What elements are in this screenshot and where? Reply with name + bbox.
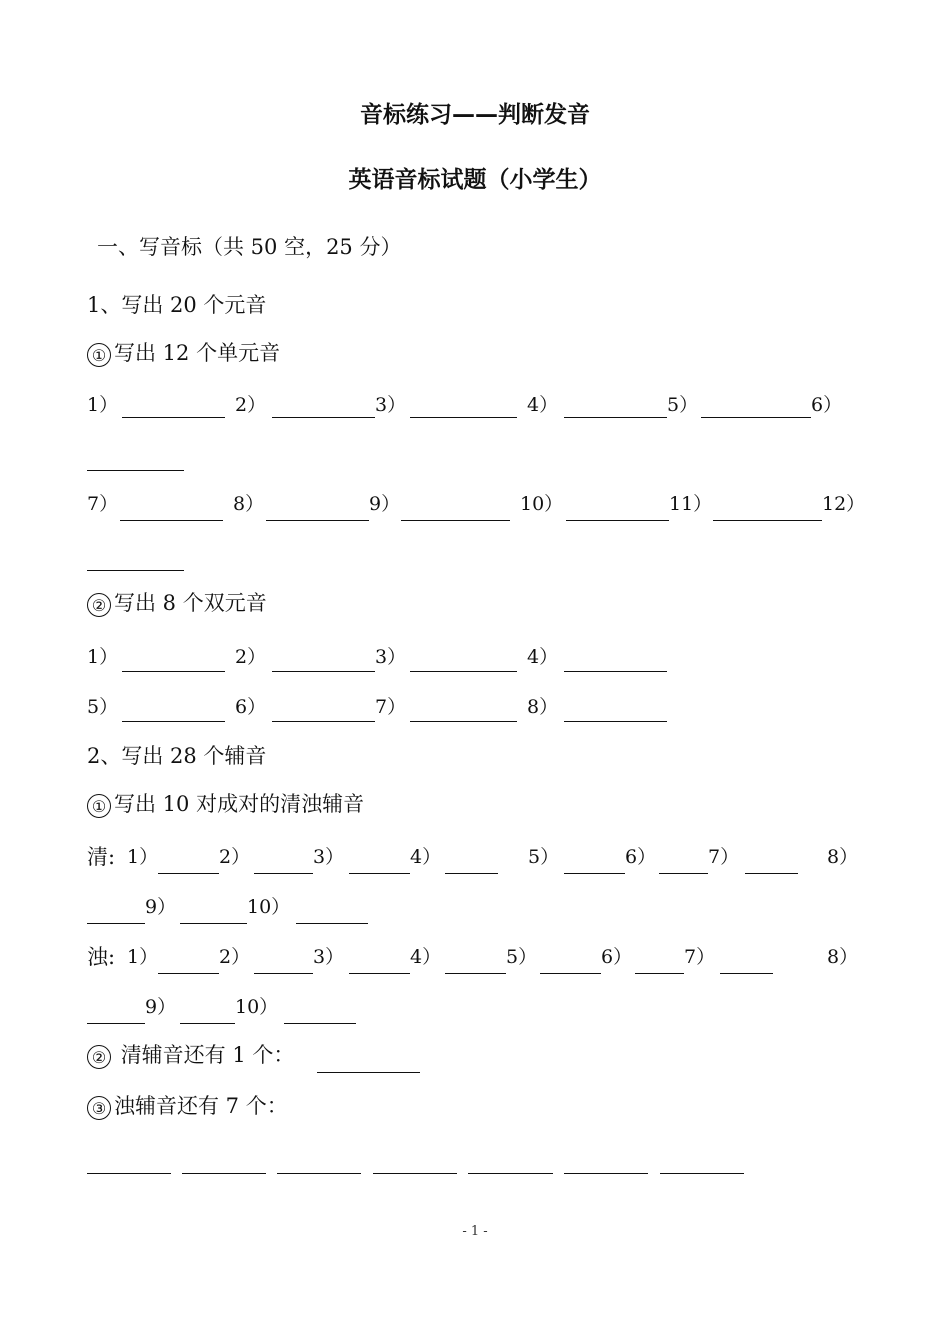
answer-blank[interactable] <box>659 873 708 874</box>
blank-label: 8） <box>827 846 859 868</box>
answer-blank[interactable] <box>410 417 517 418</box>
blank-label: 2） <box>235 646 267 668</box>
question-2-heading: 2、写出 28 个辅音 <box>87 744 267 768</box>
question-1b-heading <box>87 590 267 617</box>
diphthong-row-2 <box>87 694 887 720</box>
diphthong-row-1 <box>87 644 887 670</box>
answer-blank[interactable] <box>180 923 247 924</box>
blank-label: 7） <box>684 946 716 968</box>
answer-blank[interactable] <box>701 417 811 418</box>
answer-blank[interactable] <box>87 923 145 924</box>
answer-blank[interactable] <box>745 873 798 874</box>
blank-label: 3） <box>375 394 407 416</box>
answer-blank[interactable] <box>410 721 517 722</box>
answer-blank[interactable] <box>182 1173 266 1174</box>
answer-blank[interactable] <box>564 671 667 672</box>
question-2b-heading <box>87 1042 294 1069</box>
blank-label: 5） <box>667 394 699 416</box>
question-2c-text: 浊辅音还有 7 个： <box>114 1094 288 1118</box>
blank-label: 9） <box>145 996 177 1018</box>
blank-label: 6） <box>601 946 633 968</box>
answer-blank[interactable] <box>445 973 506 974</box>
blank-label: 3） <box>313 946 345 968</box>
voiced-row-1 <box>87 944 887 970</box>
blank-label: 2） <box>219 946 251 968</box>
question-1b-text: 写出 8 个双元音 <box>114 591 267 615</box>
answer-blank[interactable] <box>87 1173 171 1174</box>
blank-label: 6） <box>811 394 843 416</box>
answer-blank[interactable] <box>87 570 184 571</box>
blank-label: 1） <box>127 846 159 868</box>
vowel-row-2 <box>87 491 887 517</box>
blank-label: 8） <box>527 696 559 718</box>
blank-label: 10） <box>520 493 564 515</box>
blank-label: 6） <box>625 846 657 868</box>
blank-label: 4） <box>410 946 442 968</box>
circled-number: ① <box>87 794 111 818</box>
blank-label: 1） <box>127 946 159 968</box>
blank-label: 7） <box>708 846 740 868</box>
blank-label: 3） <box>313 846 345 868</box>
blank-label: 9） <box>145 896 177 918</box>
answer-blank[interactable] <box>272 721 375 722</box>
answer-blank[interactable] <box>122 417 225 418</box>
blank-label: 7） <box>375 696 407 718</box>
answer-blank[interactable] <box>87 470 184 471</box>
page-number: - 1 - <box>462 1224 488 1239</box>
page-title: 音标练习——判断发音 <box>360 102 590 128</box>
blank-label: 4） <box>410 846 442 868</box>
blank-label: 10） <box>235 996 279 1018</box>
answer-blank[interactable] <box>180 1023 235 1024</box>
blank-label: 8） <box>827 946 859 968</box>
question-2c-heading <box>87 1093 288 1120</box>
answer-blank[interactable] <box>566 520 669 521</box>
answer-blank[interactable] <box>713 520 822 521</box>
question-1a-text: 写出 12 个单元音 <box>114 341 281 365</box>
answer-blank[interactable] <box>122 721 225 722</box>
blank-label: 7） <box>87 493 119 515</box>
question-2a-heading <box>87 791 364 818</box>
answer-blank[interactable] <box>564 1173 648 1174</box>
blank-label: 2） <box>235 394 267 416</box>
page-subtitle: 英语音标试题（小学生） <box>348 167 602 193</box>
question-1-heading: 1、写出 20 个元音 <box>87 293 267 317</box>
answer-blank[interactable] <box>410 671 517 672</box>
blank-label: 2） <box>219 846 251 868</box>
blank-label: 3） <box>375 646 407 668</box>
answer-blank[interactable] <box>122 671 225 672</box>
answer-blank[interactable] <box>254 973 313 974</box>
circled-number: ③ <box>87 1096 111 1120</box>
question-1a-heading <box>87 340 280 367</box>
answer-blank[interactable] <box>660 1173 744 1174</box>
answer-blank[interactable] <box>468 1173 553 1174</box>
answer-blank[interactable] <box>284 1023 356 1024</box>
vowel-row-1 <box>87 392 887 418</box>
blank-label: 11） <box>669 493 713 515</box>
blank-label: 6） <box>235 696 267 718</box>
blank-label: 10） <box>247 896 291 918</box>
blank-label: 5） <box>506 946 538 968</box>
blank-label: 5） <box>528 846 560 868</box>
answer-blank[interactable] <box>540 973 601 974</box>
answer-blank[interactable] <box>277 1173 361 1174</box>
answer-blank[interactable] <box>317 1072 420 1073</box>
voiced-label: 浊: <box>87 945 116 969</box>
voiceless-row-1 <box>87 844 887 870</box>
answer-blank[interactable] <box>272 417 375 418</box>
question-2b-text: 清辅音还有 1 个： <box>120 1043 295 1067</box>
circled-number: ① <box>87 343 111 367</box>
circled-number: ② <box>87 1045 111 1069</box>
answer-blank[interactable] <box>445 873 498 874</box>
answer-blank[interactable] <box>87 1023 145 1024</box>
answer-blank[interactable] <box>349 973 410 974</box>
blank-label: 4） <box>527 646 559 668</box>
answer-blank[interactable] <box>373 1173 457 1174</box>
answer-blank[interactable] <box>296 923 368 924</box>
answer-blank[interactable] <box>564 721 667 722</box>
answer-blank[interactable] <box>635 973 684 974</box>
answer-blank[interactable] <box>564 873 625 874</box>
answer-blank[interactable] <box>266 520 369 521</box>
answer-blank[interactable] <box>349 873 410 874</box>
blank-label: 1） <box>87 394 119 416</box>
voiced-row-2 <box>87 994 887 1020</box>
answer-blank[interactable] <box>158 873 219 874</box>
blank-label: 8） <box>233 493 265 515</box>
answer-blank[interactable] <box>564 417 667 418</box>
blank-label: 12） <box>822 493 866 515</box>
answer-blank[interactable] <box>272 671 375 672</box>
answer-blank[interactable] <box>720 973 773 974</box>
blank-label: 1） <box>87 646 119 668</box>
blank-label: 9） <box>369 493 401 515</box>
voiceless-label: 清: <box>87 845 116 869</box>
answer-blank[interactable] <box>158 973 219 974</box>
circled-number: ② <box>87 593 111 617</box>
answer-blank[interactable] <box>401 520 510 521</box>
answer-blank[interactable] <box>120 520 223 521</box>
blank-label: 4） <box>527 394 559 416</box>
answer-blank[interactable] <box>254 873 313 874</box>
voiceless-row-2 <box>87 894 887 920</box>
question-2a-text: 写出 10 对成对的清浊辅音 <box>114 792 365 816</box>
section-heading: 一、写音标（共 50 空，25 分） <box>97 235 402 259</box>
blank-label: 5） <box>87 696 119 718</box>
